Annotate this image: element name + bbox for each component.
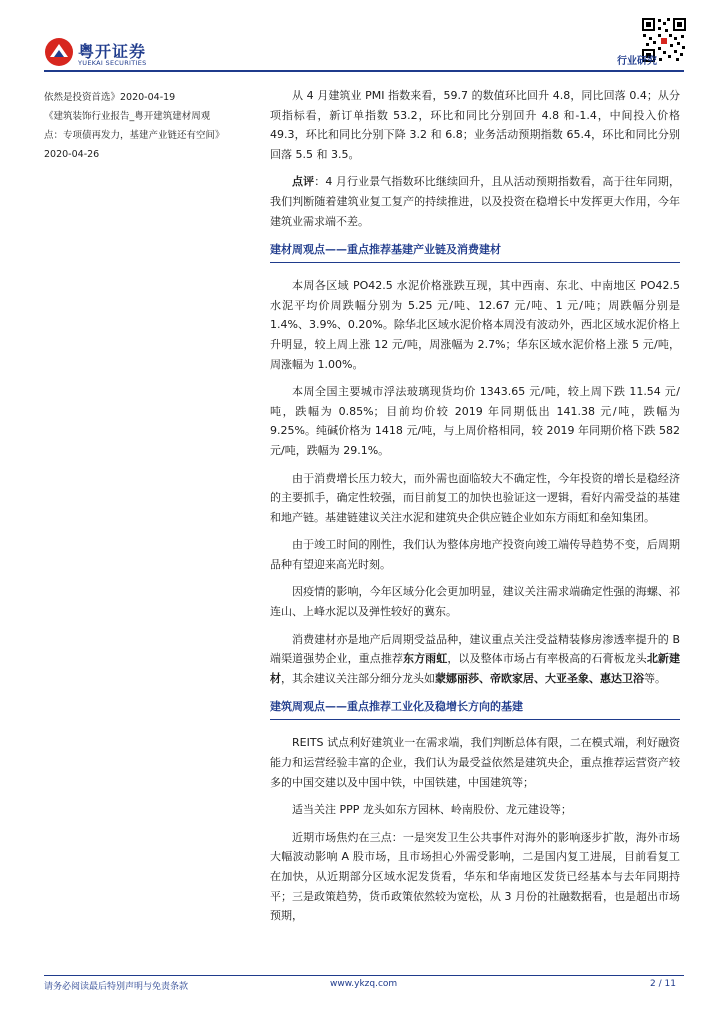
text-run: 等。 [644,671,666,685]
logo-text-cn: 粤开证券 [78,42,147,61]
section-tag: 行业研究 [617,56,657,67]
paragraph-comment [270,172,680,231]
paragraph-glass-prices: 本周全国主要城市浮法玻璃现货均价 1343.65 元/吨，较上周下跌 11.54 元/吨，跌幅为 0.85%；目前均价较 2019 年同期低出 141.38 元/吨，跌幅为 9.25%。纯碱价格为 1418 元/吨，与上周价格相同，较 2019 年同期价格下跌 582 元/吨，跌幅为 29.1%。 [270,385,680,457]
footer-divider [44,975,684,976]
section-heading-construction: 建筑周观点——重点推荐工业化及稳增长方向的基建 [270,696,680,720]
sidebar-line: 2020-04-26 [44,149,100,160]
related-reports-sidebar [44,88,256,164]
paragraph-ppp: 适当关注 PPP 龙头如东方园林、岭南股份、龙元建设等； [292,803,572,817]
main-content [270,86,680,934]
text-run: 消费建材亦是地产后周期受益品种，建议重点关注受益精装修房渗透率提升的 B 端渠道强势企业，重点推荐 [270,632,680,666]
header-divider [44,70,684,72]
section-heading-building-materials: 建材周观点——重点推荐基建产业链及消费建材 [270,239,680,263]
paragraph-pmi: 从 4 月建筑业 PMI 指数来看，59.7 的数值环比回升 4.8，同比回落 0.4；从分项指标看，新订单指数 53.2，环比和同比分别回升 4.8 和-1.4，中间投入价格 49.3，环比和同比分别下降 3.2 和 6.8；业务活动预期指数 65.4，环比和同比分别回落 5.5 和 3.5。 [270,89,680,161]
footer-page-number: 2 / 11 [650,979,676,989]
bold-company: 北新建材 [270,652,681,685]
paragraph-investment: 由于消费增长压力较大，而外需也面临较大不确定性，今年投资的增长是稳经济的主要抓手，确定性较强，而目前复工的加快也验证这一逻辑，看好内需受益的基建和地产链。基建链建议关注水泥和建筑央企供应链企业如东方雨虹和垒知集团。 [270,471,680,524]
paragraph-consumer-materials [270,630,680,689]
paragraph-cement-prices: 本周各区域 PO42.5 水泥价格涨跌互现，其中西南、东北、中南地区 PO42.5 水泥平均价周跌幅分别为 5.25 元/吨、12.67 元/吨、1 元/吨；周跌幅分别是 1.4%、3.9%、0.20%。除华北区域水泥价格本周没有波动外，西北区域水泥价格上升明显，较上周上涨 12 元/吨，周涨幅为 2.7%；华东区域水泥价格上涨 5 元/吨，周涨幅为 1.00%。 [270,279,680,371]
footer-disclaimer: 请务必阅读最后特别声明与免责条款 [44,982,189,992]
paragraph-market: 近期市场焦灼在三点：一是突发卫生公共事件对海外的影响逐步扩散，海外市场大幅波动影响 A 股市场，且市场担心外需受影响，二是国内复工进展，目前看复工在加快，从近期部分区域水泥发货看，华东和华南地区发货已经基本与去年同期持平；三是政策趋势，货币政策依然较为宽松，从 3 月份的社融数据看，也是超出市场预期， [270,830,680,923]
comment-text: ：4 月行业景气指数环比继续回升，且从活动预期指数看，高于往年同期，我们判断随着建筑业复工复产的持续推进，以及投资在稳增长中发挥更大作用，今年建筑业需求端不差。 [270,175,681,228]
paragraph-completion: 由于竣工时间的刚性，我们认为整体房地产投资向竣工端传导趋势不变，后周期品种有望迎来高光时刻。 [270,538,680,571]
bold-companies: 蒙娜丽莎、帝欧家居、大亚圣象、惠达卫浴 [435,671,644,685]
text-run: ，以及整体市场占有率极高的石膏板龙头 [447,652,647,666]
paragraph-regional: 因疫情的影响，今年区域分化会更加明显，建议关注需求端确定性强的海螺、祁连山、上峰水泥以及弹性较好的冀东。 [270,585,680,619]
sidebar-line: 点：专项债再发力，基建产业链还有空间》 [44,130,225,141]
company-logo [44,37,184,67]
logo-text-en: YUEKAI SECURITIES [78,59,147,67]
sidebar-line: 《建筑装饰行业报告_粤开建筑建材周观 [44,111,211,122]
comment-label: 点评 [292,175,315,189]
paragraph-reits: REITS 试点利好建筑业一在需求端，我们判断总体有限，二在模式端，利好融资能力和运营经验丰富的企业，我们认为最受益依然是建筑央企，重点推荐运营资产较多的中国交建以及中国中铁，中国铁建，中国建筑等； [270,736,680,789]
text-run: ，其余建议关注部分细分龙头如 [281,671,435,685]
logo-mark-icon [44,37,74,67]
sidebar-line: 依然是投资首选》2020-04-19 [44,92,176,103]
bold-company: 东方雨虹 [403,652,448,666]
footer-website: www.ykzq.com [330,979,398,989]
